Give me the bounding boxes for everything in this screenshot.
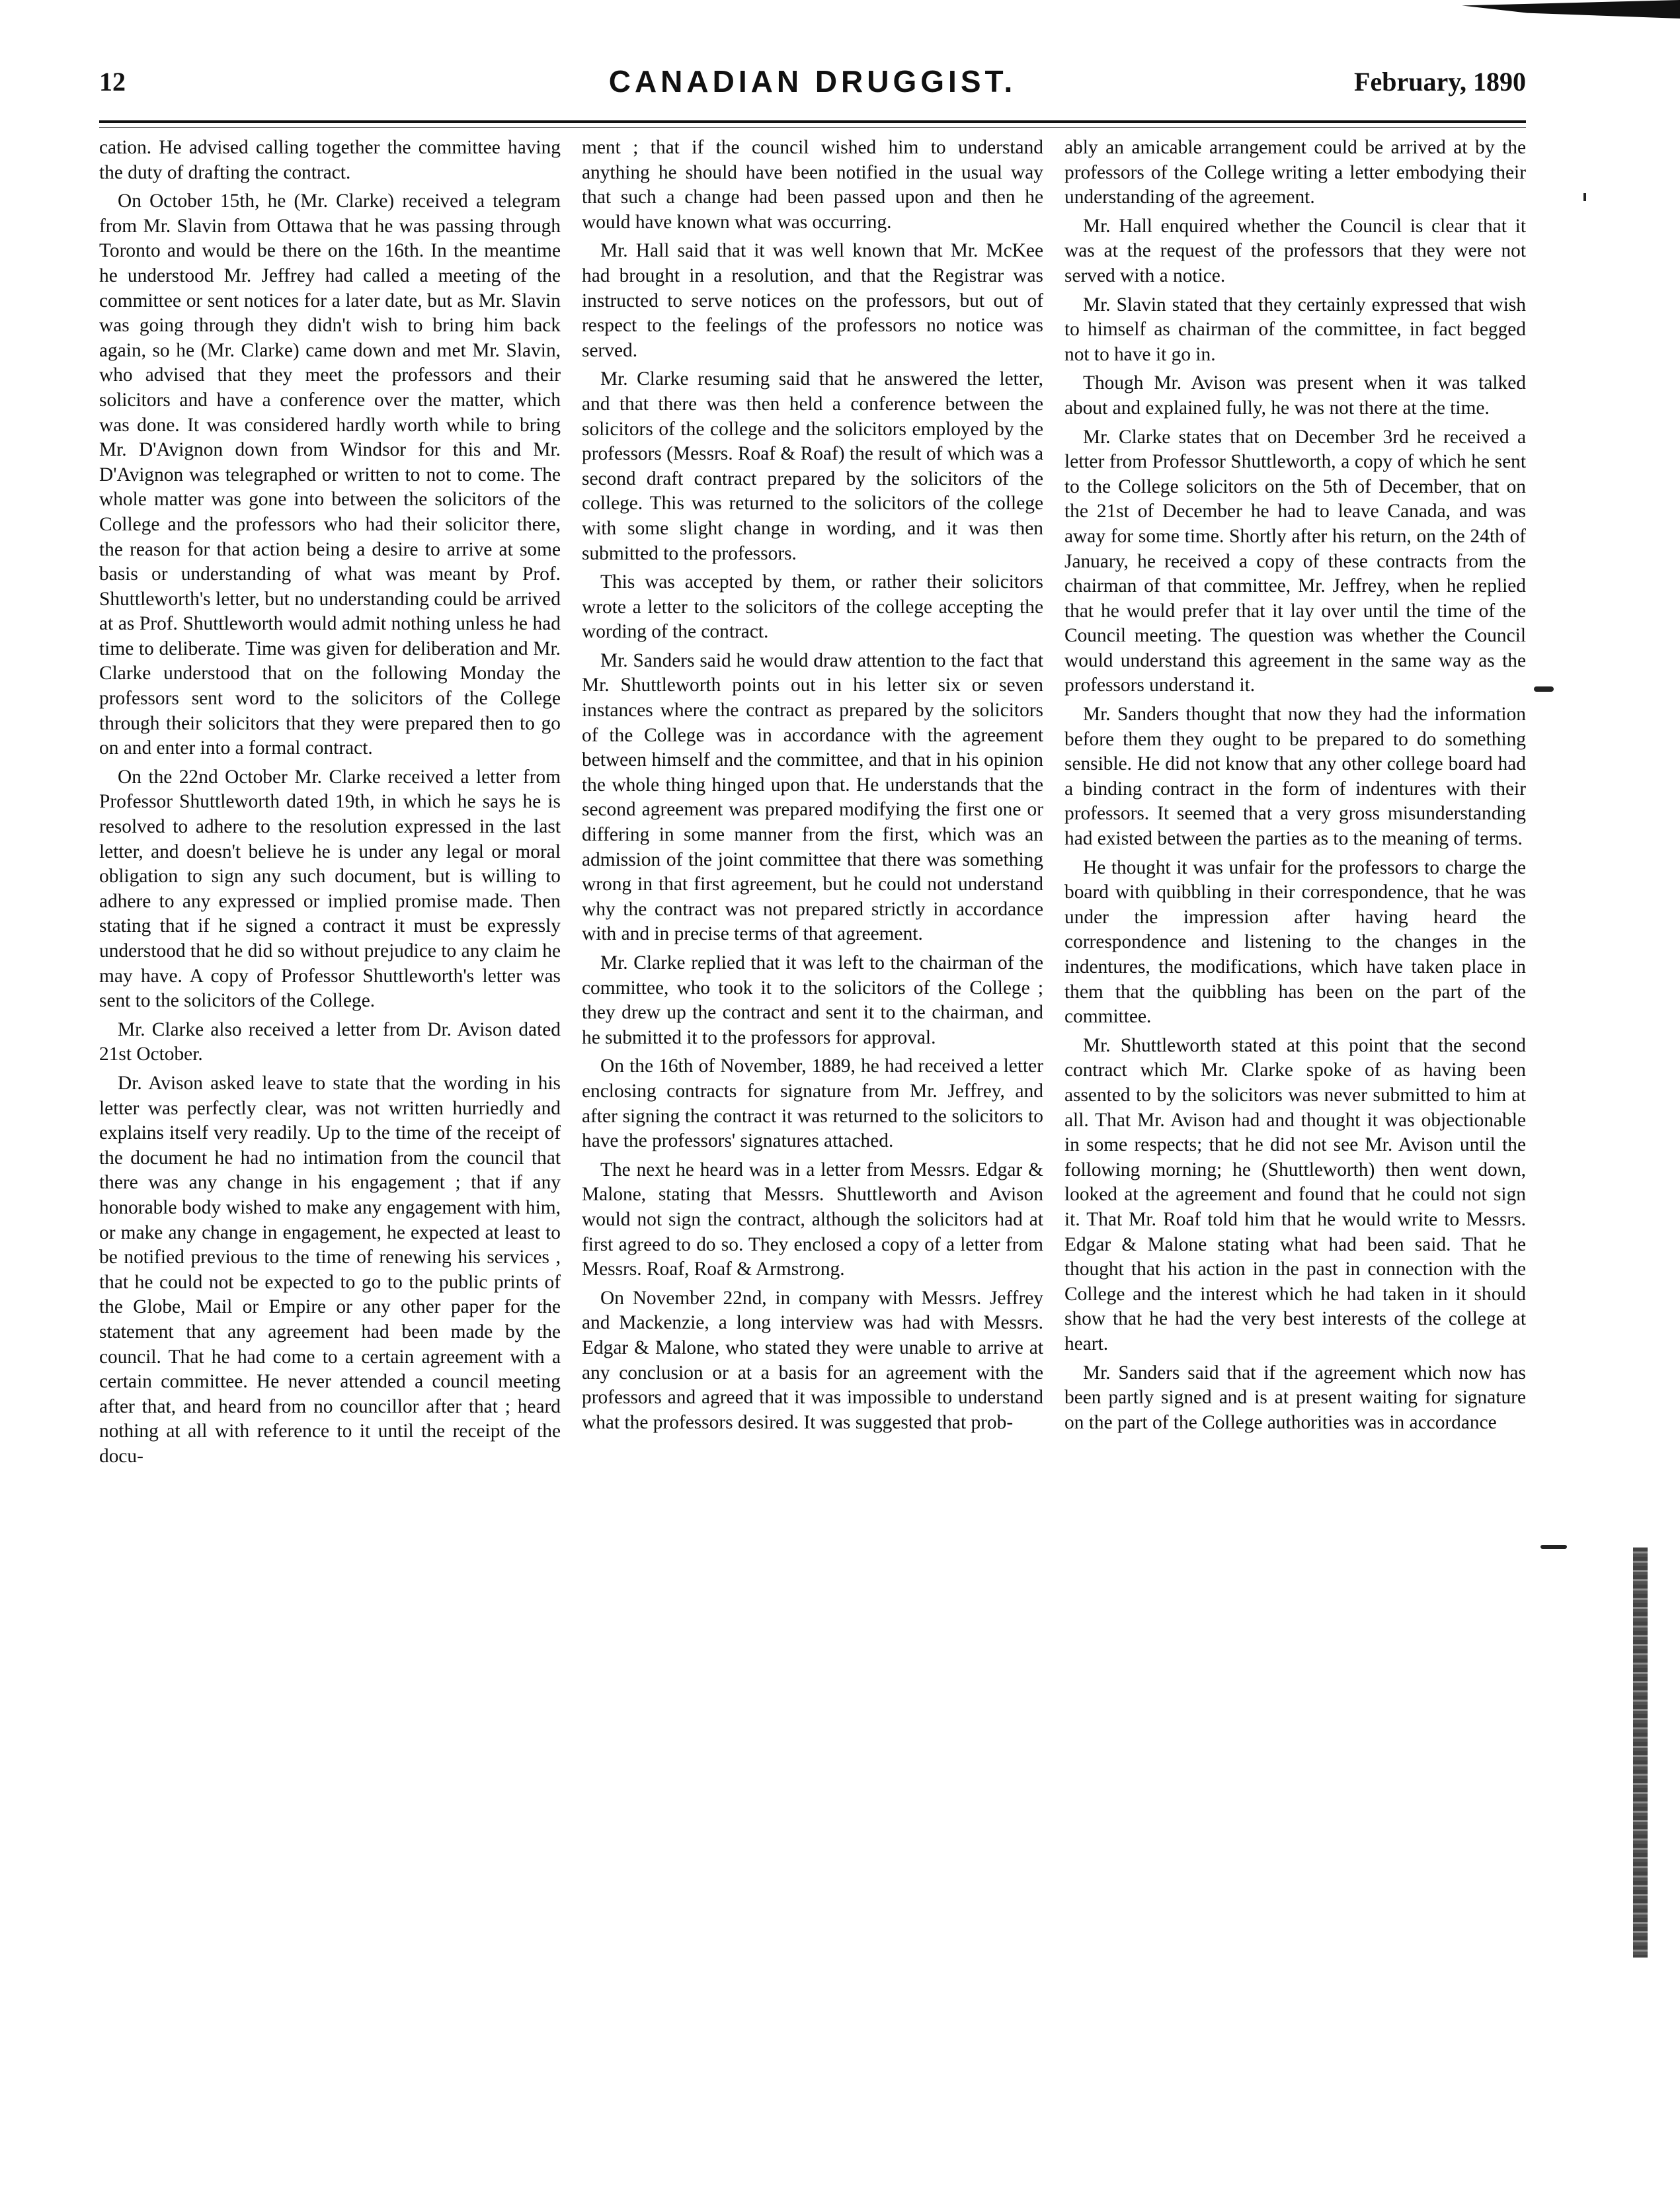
paragraph: Mr. Slavin stated that they certainly expressed that wish to himself as chairman of the committee, in fact begged not to have it go in.: [1064, 294, 1526, 365]
margin-speck: [1583, 193, 1586, 201]
paragraph: On November 22nd, in company with Messrs. Jeffrey and Mackenzie, a long interview was had with Messrs. Edgar & Malone, who stated they were unable to arrive at any conclusion or at a basis for an agreement with the professors and agreed that it was impossible to understand what the professors desired. It was suggested that prob-: [582, 1287, 1043, 1433]
paragraph: cation. He advised calling together the committee having the duty of drafting the contract.: [99, 137, 561, 183]
header-rule: [99, 120, 1526, 123]
column-3: [1064, 136, 1526, 2159]
margin-speck: [1540, 1545, 1567, 1549]
paragraph: Mr. Clarke resuming said that he answered the letter, and that there was then held a conference between the solicitors of the college and the solicitors employed by the professors (Messrs. Roaf & Roaf) the result of which was a second draft contract prepared by the solicitors of the college. This was returned to the solicitors of the college with some slight change in wording, and it was then submitted to the professors.: [582, 368, 1043, 564]
paragraph: Mr. Hall said that it was well known that Mr. McKee had brought in a resolution, and that the Registrar was instructed to serve notices on the professors, but out of respect to the feelings of the professors no notice was served.: [582, 240, 1043, 361]
column-2: [582, 136, 1043, 2159]
corner-ink-mark: [1462, 0, 1680, 19]
paragraph: This was accepted by them, or rather their solicitors wrote a letter to the solicitors of the college accepting the wording of the contract.: [582, 571, 1043, 643]
paragraph: On the 16th of November, 1889, he had received a letter enclosing contracts for signature from Mr. Jeffrey, and after signing the contract it was returned to the solicitors to have the professors' signatures attached.: [582, 1055, 1043, 1152]
paragraph: Mr. Clarke replied that it was left to the chairman of the committee, who took it to the solicitors of the College ; they drew up the contract and sent it to the chairman, and he submitted it to the professors for approval.: [582, 952, 1043, 1048]
paragraph: The next he heard was in a letter from Messrs. Edgar & Malone, stating that Messrs. Shuttleworth and Avison would not sign the contract, although the solicitors had at first agreed to do so. They enclosed a copy of a letter from Messrs. Roaf, Roaf & Armstrong.: [582, 1159, 1043, 1280]
page-header: [99, 66, 1526, 112]
paragraph: ment ; that if the council wished him to understand anything he should have been notified in the usual way that such a change had been passed upon and then he would have known what was occurring.: [582, 137, 1043, 233]
paragraph: Mr. Sanders said he would draw attention to the fact that Mr. Shuttleworth points out in his letter six or seven instances where the contract as prepared by the solicitors of the College was in accordance with the agreement between himself and the committee, and that in his opinion the whole thing hinged upon that. He understands that the second agreement was prepared modifying the first one or differing in some manner from the first, which was an admission of the joint committee that there was something wrong in that first agreement, but he could not understand why the contract was not prepared strictly in accordance with and in precise terms of that agreement.: [582, 649, 1043, 945]
journal-title: CANADIAN DRUGGIST.: [608, 64, 1017, 99]
paragraph: Mr. Sanders thought that now they had the information before them they ought to be prepared to do something sensible. He did not know that any other college board had a binding contract in the form of indentures with their professors. It seemed that a very gross misunderstanding had existed between the parties as to the meaning of terms.: [1064, 704, 1526, 850]
paragraph: Dr. Avison asked leave to state that the wording in his letter was perfectly clear, was not written hurriedly and explains itself very readily. Up to the time of the receipt of the document he had no intimation from the council that there was any change in his engagement ; that if any honorable body wished to make any engagement with him, or make any change in engagement, he expected at least to be notified previous to the time of renewing his services , that he could not be expected to go to the public prints of the Globe, Mail or Empire or any other paper for the statement that any agreement had been made by the council. That he had come to a certain agreement with a certain committee. He never attended a council meeting after that, and heard from no councillor after that ; heard nothing at all with reference to it until the receipt of the docu-: [99, 1072, 561, 1467]
paragraph: Mr. Hall enquired whether the Council is clear that it was at the request of the professors that they were not served with a notice.: [1064, 215, 1526, 286]
page-number: 12: [99, 67, 126, 97]
paragraph: ably an amicable arrangement could be arrived at by the professors of the College writing a letter embodying their understanding of the agreement.: [1064, 137, 1526, 208]
paragraph: He thought it was unfair for the professors to charge the board with quibbling in their correspondence, that he was under the impression after having heard the correspondence and listening to the changes in the indentures, the modifications, which have taken place in them that the quibbling has been on the part of the committee.: [1064, 856, 1526, 1028]
paragraph: Mr. Clarke states that on December 3rd he received a letter from Professor Shuttleworth, a copy of which he sent to the College solicitors on the 5th of December, that on the 21st of December he had to leave Canada, and was away for some time. Shortly after his return, on the 24th of January, he received a copy of these contracts from the chairman of that committee, Mr. Jeffrey, when he replied that he would prefer that it lay over until the time of the Council meeting. The question was whether the Council would understand this agreement in the same way as the professors understand it.: [1064, 426, 1526, 696]
paragraph: Mr. Clarke also received a letter from Dr. Avison dated 21st October.: [99, 1018, 561, 1065]
header-rule-thin: [99, 127, 1526, 128]
issue-date: February, 1890: [1354, 67, 1526, 97]
paragraph: On the 22nd October Mr. Clarke received a letter from Professor Shuttleworth dated 19th, in which he says he is resolved to adhere to the resolution expressed in the last letter, and doesn't believe he is under any legal or moral obligation to sign any such document, but is willing to adhere to any expressed or implied promise made. Then stating that if he signed a contract it must be expressly understood that he did so without prejudice to any claim he may have. A copy of Professor Shuttleworth's letter was sent to the solicitors of the College.: [99, 766, 561, 1012]
paragraph: Mr. Sanders said that if the agreement which now has been partly signed and is at present waiting for signature on the part of the College authorities was in accordance: [1064, 1362, 1526, 1433]
article-columns: [99, 136, 1526, 2159]
column-1: [99, 136, 561, 2159]
paragraph: On October 15th, he (Mr. Clarke) received a telegram from Mr. Slavin from Ottawa that he was passing through Toronto and would be there on the 16th. In the meantime he understood Mr. Jeffrey had called a meeting of the committee or sent notices for a later date, but as Mr. Slavin was going through they didn't wish to bring him back again, so he (Mr. Clarke) came down and met Mr. Slavin, who advised that they meet the professors and their solicitors and have a conference over the matter, which was done. It was considered hardly worth while to bring Mr. D'Avignon down from Windsor for this and Mr. D'Avignon was telegraphed or written to not to come. The whole matter was gone into between the solicitors of the College and the professors who had their solicitor there, the reason for that action being a desire to arrive at some basis or understanding of what was meant by Prof. Shuttleworth's letter, but no understanding could be arrived at as Prof. Shuttleworth would admit nothing unless he had time to deliberate. Time was given for deliberation and Mr. Clarke understood that on the following Monday the professors sent word to the solicitors of the College through their solicitors that they were prepared then to go on and enter into a formal contract.: [99, 190, 561, 759]
paragraph: Mr. Shuttleworth stated at this point that the second contract which Mr. Clarke spoke of as having been assented to by the solicitors was never submitted to him at all. That Mr. Avison had and thought it was objectionable in some respects; that he did not see Mr. Avison until the following morning; he (Shuttleworth) then went down, looked at the agreement and found that he could not sign it. That Mr. Roaf told him that he would write to Messrs. Edgar & Malone stating what had been said. That he thought that his action in the past in connection with the College and the interest which he had taken in it should show that he had the very best interests of the college at heart.: [1064, 1034, 1526, 1354]
binding-edge: [1633, 1548, 1648, 1958]
paragraph: Though Mr. Avison was present when it was talked about and explained fully, he was not there at the time.: [1064, 372, 1526, 419]
margin-speck: [1534, 686, 1554, 692]
